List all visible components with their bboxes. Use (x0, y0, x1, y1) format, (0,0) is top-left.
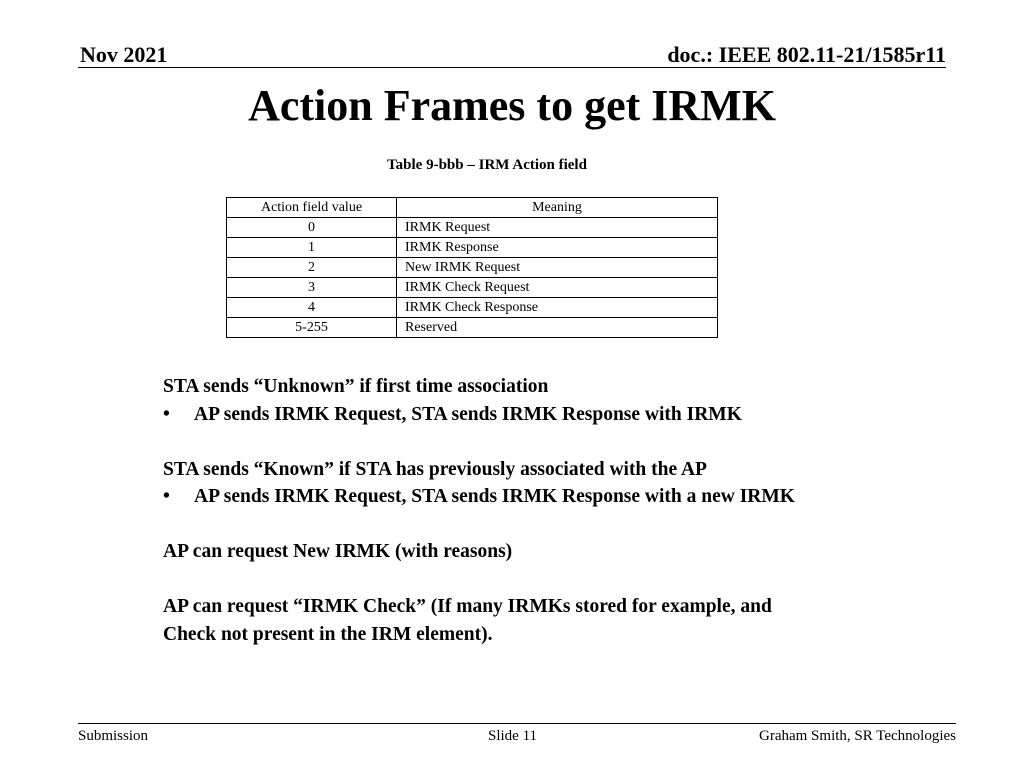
cell-value: 1 (227, 238, 397, 258)
slide-title: Action Frames to get IRMK (248, 81, 776, 130)
cell-meaning: Reserved (397, 318, 718, 338)
column-header-meaning: Meaning (397, 198, 718, 218)
header-doc-id: doc.: IEEE 802.11-21/1585r11 (667, 42, 946, 67)
table-row (227, 318, 718, 338)
footer-submission: Submission (78, 728, 149, 744)
cell-value: 5-255 (227, 318, 397, 338)
column-header-value: Action field value (227, 198, 397, 218)
slide-body (163, 373, 943, 648)
cell-value: 3 (227, 278, 397, 298)
bullet-text: AP sends IRMK Request, STA sends IRMK Response with IRMK (194, 403, 742, 425)
paragraph-known: STA sends “Known” if STA has previously associated with the AP (163, 458, 707, 480)
cell-value: 2 (227, 258, 397, 278)
bullet-marker: • (163, 403, 170, 425)
table-row (227, 298, 718, 318)
table-row (227, 278, 718, 298)
footer-slide-number: Slide 11 (488, 728, 538, 744)
table-header-row (227, 198, 718, 218)
table-row (227, 258, 718, 278)
header-rule (78, 67, 946, 68)
spacer (163, 566, 943, 594)
cell-meaning: New IRMK Request (397, 258, 718, 278)
paragraph-new-irmk: AP can request New IRMK (with reasons) (163, 541, 513, 562)
cell-value: 0 (227, 218, 397, 238)
table-caption: Table 9-bbb – IRM Action field (387, 157, 587, 173)
spacer (163, 511, 943, 539)
irm-action-field-table (226, 197, 718, 338)
cell-value: 4 (227, 298, 397, 318)
cell-meaning: IRMK Check Response (397, 298, 718, 318)
spacer (163, 428, 943, 456)
bullet-item (163, 483, 943, 511)
paragraph-irmk-check-line-2: Check not present in the IRM element). (163, 623, 493, 645)
table-row (227, 238, 718, 258)
cell-meaning: IRMK Response (397, 238, 718, 258)
bullet-text: AP sends IRMK Request, STA sends IRMK Response with a new IRMK (194, 486, 795, 507)
cell-meaning: IRMK Request (397, 218, 718, 238)
paragraph-unknown: STA sends “Unknown” if first time association (163, 376, 549, 397)
paragraph-irmk-check-line-1: AP can request “IRMK Check” (If many IRMKs stored for example, and (163, 596, 772, 617)
footer-rule (78, 723, 956, 724)
cell-meaning: IRMK Check Request (397, 278, 718, 298)
bullet-marker: • (163, 486, 170, 507)
header-date: Nov 2021 (80, 42, 168, 67)
footer-author: Graham Smith, SR Technologies (759, 728, 956, 744)
table-row (227, 218, 718, 238)
bullet-item (163, 401, 943, 429)
